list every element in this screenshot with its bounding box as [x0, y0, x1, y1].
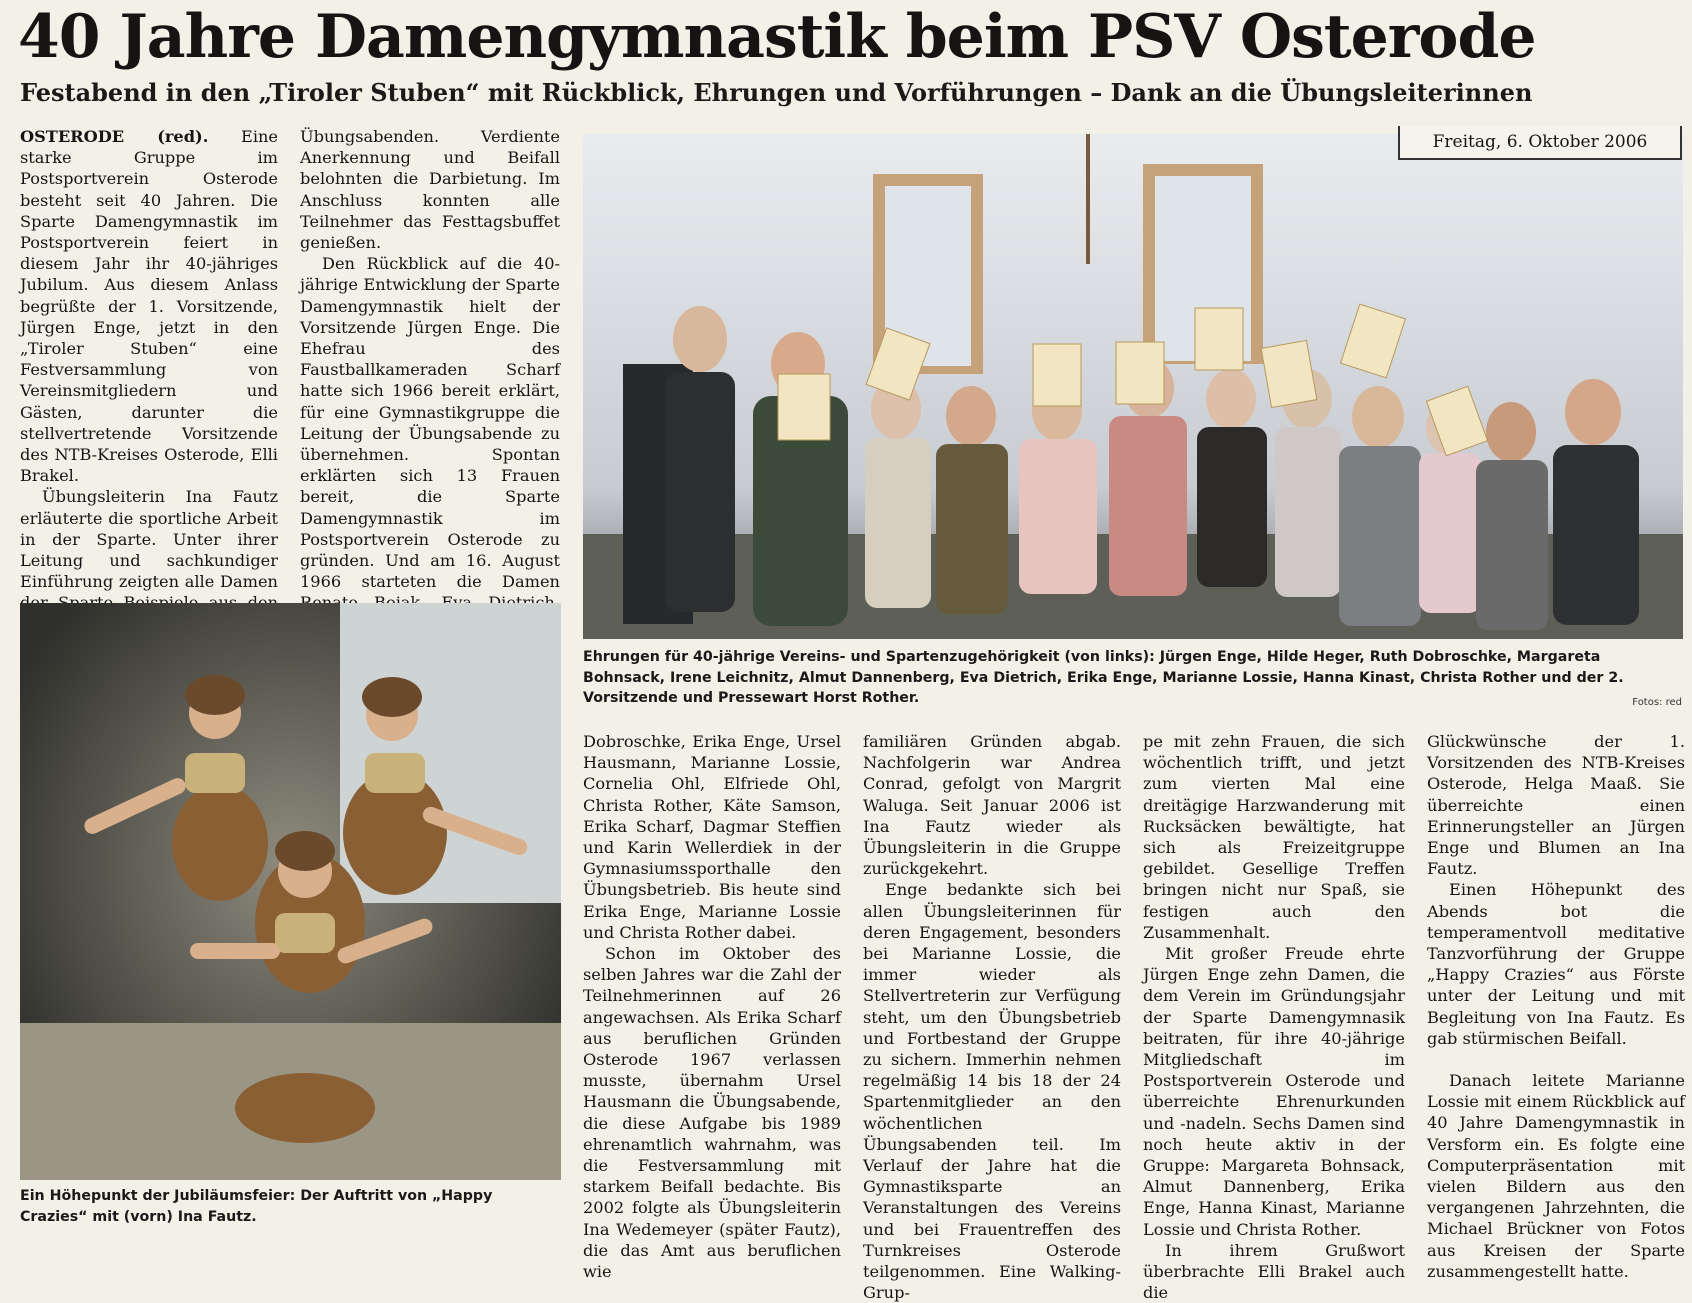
group-photo-caption: Ehrungen für 40-jährige Vereins- und Spartenzugehörigkeit (von links): Jürgen Enge, Hilde Heger, Ruth Dobroschke, Margareta Bohnsack, Irene Leichnitz, Almut Dannenberg, Eva Dietrich, Erika Enge, Marianne Lossie, Hanna Kinast, Christa Rother und der 2. Vorsitzende und Pressewart Horst Rother. — [583, 649, 1624, 706]
article-paragraph — [20, 126, 278, 486]
article-paragraph: Glückwünsche der 1. Vorsitzenden des NTB-Kreises Osterode, Helga Maaß. Sie überreichte einen Erinnerungsteller an Jürgen Enge und Blumen an Ina Fautz. — [1427, 732, 1685, 879]
article-column-6 — [1427, 731, 1685, 1281]
article-paragraph: familiären Gründen abgab. Nachfolgerin war Andrea Conrad, gefolgt von Margrit Waluga. Seit Januar 2006 ist Ina Fautz wieder als Übungsleiterin in die Gruppe zurückgekehrt. — [863, 732, 1121, 879]
article-paragraph: Übungsabenden. Verdiente Anerkennung und Beifall belohnten die Darbietung. Im Anschluss konnten alle Teilnehmer das Festtagsbuffet genießen. — [300, 127, 560, 253]
subheadline: Festabend in den „Tiroler Stuben“ mit Rückblick, Ehrungen und Vorführungen – Dank an die Übungsleiterinnen — [20, 78, 1533, 107]
dateline: OSTERODE (red). — [20, 127, 209, 146]
article-paragraph: In ihrem Grußwort überbrachte Elli Brakel auch die — [1143, 1240, 1405, 1303]
article-column-2 — [300, 126, 560, 592]
article-paragraph: Enge bedankte sich bei allen Übungsleiterinnen für deren Engagement, besonders bei Marianne Lossie, die immer wieder als Stellvertreterin zur Verfügung steht, um den Übungsbetrieb und Fortbestand der Gruppe zu sichern. Immerhin nehmen regelmäßig 14 bis 18 der 24 Spartenmitglieder an den wöchentlichen Übungsabenden teil. Im Verlauf der Jahre hat die Gymnastiksparte an Veranstaltungen des Vereins und bei Frauentreffen des Turnkreises Osterode teilgenommen. Eine Walking-Grup- — [863, 880, 1121, 1303]
group-photo — [583, 134, 1683, 639]
article-paragraph: Einen Höhepunkt des Abends bot die temperamentvoll meditative Tanzvorführung der Gruppe „Happy Crazies“ aus Förste unter der Leitung und mit Begleitung von Ina Fautz. Es gab stürmischen Beifall. — [1427, 880, 1685, 1048]
article-paragraph: Übungsleiterin Ina Fautz erläuterte die sportliche Arbeit in der Sparte. Unter ihrer Leitung und sachkundiger Einführung zeigten alle Damen — [20, 487, 278, 592]
group-photo-image — [583, 134, 1683, 639]
dance-photo — [20, 603, 561, 1180]
article-paragraph: pe mit zehn Frauen, die sich wöchentlich trifft, und jetzt zum vierten Mal eine dreitägige Harzwanderung mit Rucksäcken bewältigte, hat sich als Freizeitgruppe gebildet. Gesellige Treffen bringen nicht nur Spaß, sie festigen auch den Zusammenhalt. — [1143, 732, 1405, 942]
dance-photo-image — [20, 603, 561, 1180]
article-column-4 — [863, 731, 1121, 1303]
paragraph-text: Eine starke Gruppe im Postsportverein Osterode besteht seit 40 Jahren. Die Sparte Damengymnastik im Postsportverein feiert in diesem Jahr ihr 40-jähriges Jubilum. Aus diesem Anlass begrüßte der 1. Vorsitzende, Jürgen Enge, jetzt in den „Tiroler Stuben“ eine Festversammlung von Vereinsmitgliedern und Gästen, darunter die stellvertretende Vorsitzende des NTB-Kreises Osterode, Elli Brakel. — [20, 127, 278, 486]
article-paragraph: Mit großer Freude ehrte Jürgen Enge zehn Damen, die dem Verein im Gründungsjahr der Sparte Damengymnasik beitraten, für ihre 40-jährige Mitgliedschaft im Postsportverein Osterode und überreichte Ehrenurkunden und -nadeln. Sechs Damen sind noch heute aktiv in der Gruppe: Margareta Bohnsack, Almut Dannenberg, Erika Enge, Hanna Kinast, Marianne Lossie und Christa Rother. — [1143, 944, 1405, 1239]
article-column-5 — [1143, 731, 1405, 1303]
photo-credit: Fotos: red — [1632, 697, 1682, 708]
article-column-3 — [583, 731, 841, 1282]
article-paragraph: Den Rückblick auf die 40-jährige Entwicklung der Sparte Damengymnastik hielt der Vorsitzende Jürgen Enge. Die Ehefrau des Faustballkameraden Scharf hatte sich 1966 bereit erklärt, für eine Gymnastikgruppe die Leitung der Übungsabende zu übernehmen. Spontan erklärten sich 13 Frauen bereit, die Sparte Damengymnastik im Postsportverein Osterode zu gründen. Und am 16. August 1966 starteten die Damen — [300, 254, 560, 592]
article-paragraph: Schon im Oktober des selben Jahres war die Zahl der Teilnehmerinnen auf 26 angewachsen. Als Erika Scharf aus beruflichen Gründen Osterode 1967 verlassen musste, übernahm Ursel Hausmann die Übungsabende, die diese Aufgabe bis 1989 ehrenamtlich wahrnahm, was die Festversammlung mit starkem Beifall bedachte. Bis 2002 folgte als Übungsleiterin Ina Wedemeyer (später Fautz), die das Amt aus beruflichen wie — [583, 944, 841, 1282]
article-paragraph: Danach leitete Marianne Lossie mit einem Rückblick auf 40 Jahre Damengymnastik in Versform ein. Es folgte eine Computerpräsentation mit vielen Bildern aus den vergangenen Jahrzehnten, die Michael Brückner von Fotos aus Kreisen der Sparte zusammengestellt hatte. — [1427, 1071, 1685, 1281]
article-paragraph: Dobroschke, Erika Enge, Ursel Hausmann, Marianne Lossie, Cornelia Ohl, Elfriede Ohl, Christa Rother, Käte Samson, Erika Scharf, Dagmar Steffien und Karin Wellerdiek in der Gymnasiumssporthalle den Übungsbetrieb. Bis heute sind Erika Enge, Marianne Lossie und Christa Rother dabei. — [583, 732, 841, 942]
article-column-1 — [20, 126, 278, 592]
issue-date: Freitag, 6. Oktober 2006 — [1398, 126, 1682, 160]
headline: 40 Jahre Damengymnastik beim PSV Osterode — [18, 2, 1536, 72]
dance-photo-caption: Ein Höhepunkt der Jubiläumsfeier: Der Auftritt von „Happy Crazies“ mit (vorn) Ina Fautz. — [20, 1188, 493, 1225]
